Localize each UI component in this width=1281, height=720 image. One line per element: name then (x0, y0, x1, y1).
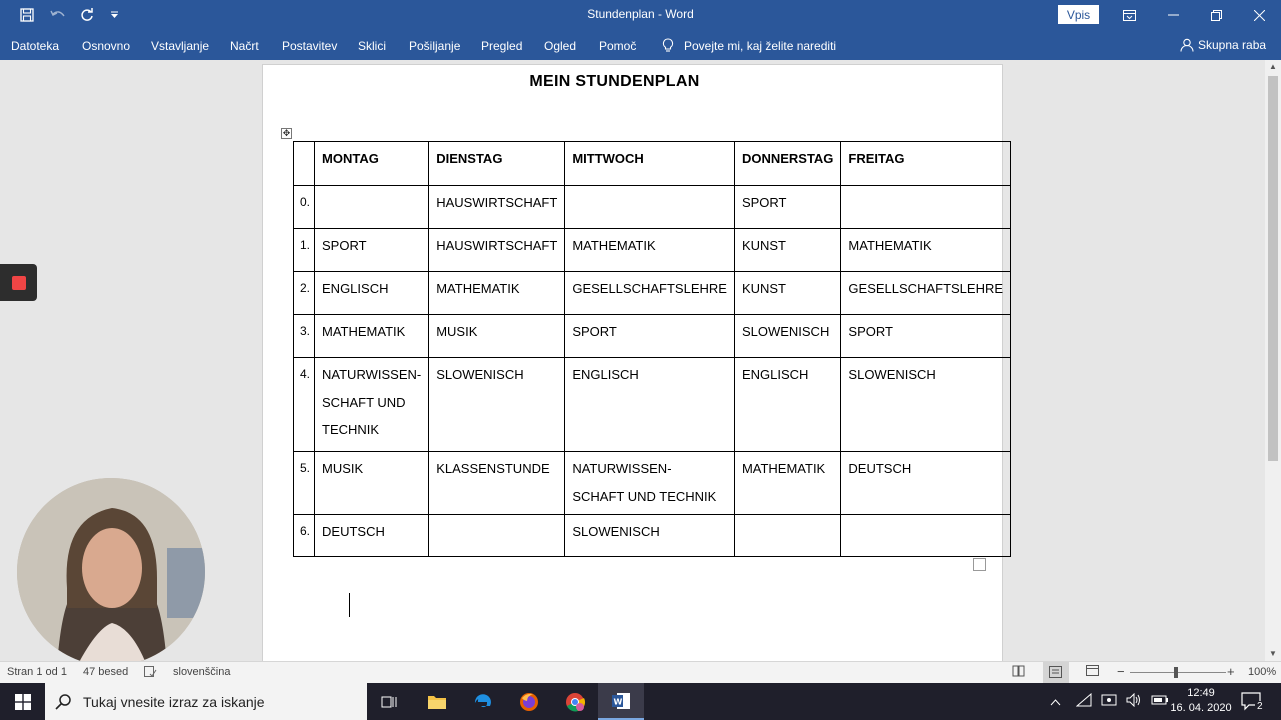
zoom-out-icon[interactable]: − (1117, 664, 1125, 679)
person-icon (1180, 38, 1194, 52)
table-cell[interactable]: MATHEMATIK (429, 272, 565, 315)
document-heading[interactable]: MEIN STUNDENPLAN (529, 73, 700, 90)
title-bar (0, 0, 1281, 30)
battery-icon[interactable] (1151, 694, 1169, 709)
vertical-scrollbar[interactable] (1265, 60, 1281, 661)
table-cell[interactable] (429, 515, 565, 557)
file-explorer-icon[interactable] (414, 683, 460, 720)
taskbar-search[interactable] (45, 683, 367, 720)
table-header-row (294, 142, 1011, 186)
table-cell[interactable]: SLOWENISCH (429, 358, 565, 452)
sign-in-button[interactable]: Vpis (1058, 5, 1099, 24)
notification-count: 2 (1257, 701, 1263, 712)
tell-me-label: Povejte mi, kaj želite narediti (684, 38, 837, 53)
volume-icon[interactable] (1126, 693, 1142, 710)
chrome-icon[interactable] (552, 683, 598, 720)
word-taskbar-icon[interactable] (598, 683, 644, 720)
status-bar (0, 661, 1281, 683)
windows-logo-icon (15, 694, 31, 710)
table-cell[interactable]: MATHEMATIK (315, 315, 429, 358)
table-cell[interactable] (841, 515, 1011, 557)
svg-text:W: W (613, 697, 623, 706)
scrollbar-thumb[interactable] (1268, 76, 1278, 461)
web-layout-icon[interactable] (1086, 665, 1100, 680)
start-button[interactable] (0, 683, 45, 720)
tell-me-search[interactable] (662, 38, 836, 53)
ribbon-tabs (0, 30, 1281, 60)
table-cell[interactable]: MATHEMATIK (565, 229, 735, 272)
share-button[interactable] (1180, 38, 1266, 52)
table-cell[interactable]: ENGLISCH (565, 358, 735, 452)
tab-sklici[interactable]: Sklici (358, 39, 387, 53)
read-mode-icon[interactable] (1012, 665, 1025, 680)
window-title: Stundenplan - Word (587, 7, 694, 21)
table-cell[interactable] (841, 186, 1011, 229)
ribbon-display-options-icon[interactable] (1107, 0, 1151, 30)
stop-recording-button[interactable] (0, 264, 37, 301)
table-cell[interactable]: MUSIK (315, 452, 429, 515)
language-indicator[interactable]: slovenščina (173, 666, 231, 678)
table-resize-handle[interactable] (973, 558, 986, 571)
word-count[interactable]: 47 besed (83, 666, 129, 678)
lightbulb-icon (662, 38, 674, 53)
clock-time: 12:49 (1187, 687, 1215, 699)
text-cursor (349, 593, 350, 617)
period-number[interactable]: 6. (294, 515, 315, 557)
tab-postavitev[interactable]: Postavitev (282, 39, 338, 53)
table-row (294, 272, 1011, 315)
table-cell[interactable]: SPORT (565, 315, 735, 358)
proofing-icon[interactable] (144, 666, 157, 681)
table-cell[interactable]: NATURWISSEN- SCHAFT UND TECHNIK (565, 452, 735, 515)
clock-date: 16. 04. 2020 (1170, 702, 1232, 714)
table-cell[interactable]: KLASSENSTUNDE (429, 452, 565, 515)
firefox-icon[interactable] (506, 683, 552, 720)
table-row (294, 515, 1011, 557)
table-row (294, 315, 1011, 358)
table-cell[interactable]: SLOWENISCH (734, 315, 840, 358)
tab-osnovno[interactable]: Osnovno (82, 39, 131, 53)
table-move-handle-icon[interactable]: ✥ (282, 128, 291, 138)
minimize-icon[interactable] (1151, 0, 1195, 30)
page-count[interactable]: Stran 1 od 1 (7, 666, 67, 678)
scroll-down-icon[interactable]: ▼ (1269, 649, 1277, 658)
zoom-in-icon[interactable]: + (1227, 664, 1235, 679)
header-cell[interactable]: MONTAG (315, 142, 429, 186)
table-cell[interactable]: DEUTSCH (841, 452, 1011, 515)
print-layout-icon[interactable] (1043, 662, 1069, 683)
table-cell[interactable]: MATHEMATIK (841, 229, 1011, 272)
table-cell[interactable]: SLOWENISCH (565, 515, 735, 557)
header-cell[interactable]: FREITAG (841, 142, 1011, 186)
taskbar-clock[interactable] (1168, 686, 1234, 716)
table-cell[interactable]: SPORT (734, 186, 840, 229)
period-number[interactable]: 4. (294, 358, 315, 452)
zoom-slider-thumb[interactable] (1174, 667, 1178, 678)
table-cell[interactable]: DEUTSCH (315, 515, 429, 557)
table-row (294, 229, 1011, 272)
header-cell[interactable]: DONNERSTAG (734, 142, 840, 186)
period-number[interactable]: 2. (294, 272, 315, 315)
table-cell[interactable]: SPORT (841, 315, 1011, 358)
period-number[interactable]: 1. (294, 229, 315, 272)
table-cell[interactable]: ENGLISCH (315, 272, 429, 315)
table-cell[interactable]: HAUSWIRTSCHAFT (429, 229, 565, 272)
table-cell[interactable]: GESELLSCHAFTSLEHRE (841, 272, 1011, 315)
tab-pomoc[interactable]: Pomoč (599, 39, 637, 53)
scroll-up-icon[interactable]: ▲ (1269, 62, 1277, 71)
edge-browser-icon[interactable] (460, 683, 506, 720)
zoom-level[interactable]: 100% (1248, 666, 1277, 678)
share-label: Skupna raba (1198, 38, 1267, 52)
restore-icon[interactable] (1194, 0, 1238, 30)
table-cell[interactable]: KUNST (734, 229, 840, 272)
search-placeholder: Tukaj vnesite izraz za iskanje (83, 693, 265, 710)
table-cell[interactable]: NATURWISSEN- SCHAFT UND TECHNIK (315, 358, 429, 452)
document-page[interactable] (262, 64, 1003, 661)
table-cell[interactable]: MUSIK (429, 315, 565, 358)
tab-nacrt[interactable]: Načrt (230, 39, 259, 53)
meet-now-icon[interactable] (1101, 693, 1117, 710)
table-row (294, 452, 1011, 515)
show-hidden-icons-icon[interactable] (1050, 695, 1061, 709)
task-view-icon[interactable] (367, 683, 413, 720)
period-number[interactable]: 0. (294, 186, 315, 229)
header-cell[interactable]: MITTWOCH (565, 142, 735, 186)
table-cell[interactable] (565, 186, 735, 229)
table-row (294, 186, 1011, 229)
webcam-overlay (17, 478, 205, 666)
table-row (294, 358, 1011, 452)
table-cell[interactable]: ENGLISCH (734, 358, 840, 452)
tab-datoteka[interactable]: Datoteka (11, 39, 60, 53)
tab-pregled[interactable]: Pregled (481, 39, 523, 53)
tab-ogled[interactable]: Ogled (544, 39, 577, 53)
tab-vstavljanje[interactable]: Vstavljanje (151, 39, 210, 53)
header-cell[interactable]: DIENSTAG (429, 142, 565, 186)
period-number[interactable]: 5. (294, 452, 315, 515)
table-cell[interactable]: SLOWENISCH (841, 358, 1011, 452)
header-cell[interactable] (294, 142, 315, 186)
stop-icon (12, 276, 26, 290)
zoom-slider[interactable] (1130, 672, 1226, 673)
period-number[interactable]: 3. (294, 315, 315, 358)
windows-taskbar (0, 683, 1281, 720)
table-cell[interactable]: GESELLSCHAFTSLEHRE (565, 272, 735, 315)
close-icon[interactable] (1237, 0, 1281, 30)
table-cell[interactable] (734, 515, 840, 557)
table-cell[interactable] (315, 186, 429, 229)
table-cell[interactable]: SPORT (315, 229, 429, 272)
search-icon (55, 694, 71, 710)
notification-center-icon[interactable] (1238, 689, 1268, 715)
wifi-icon[interactable] (1076, 693, 1092, 710)
table-cell[interactable]: HAUSWIRTSCHAFT (429, 186, 565, 229)
table-cell[interactable]: KUNST (734, 272, 840, 315)
tab-posiljanje[interactable]: Pošiljanje (409, 39, 461, 53)
system-tray (1050, 683, 1169, 720)
schedule-table[interactable] (293, 141, 1011, 557)
table-cell[interactable]: MATHEMATIK (734, 452, 840, 515)
